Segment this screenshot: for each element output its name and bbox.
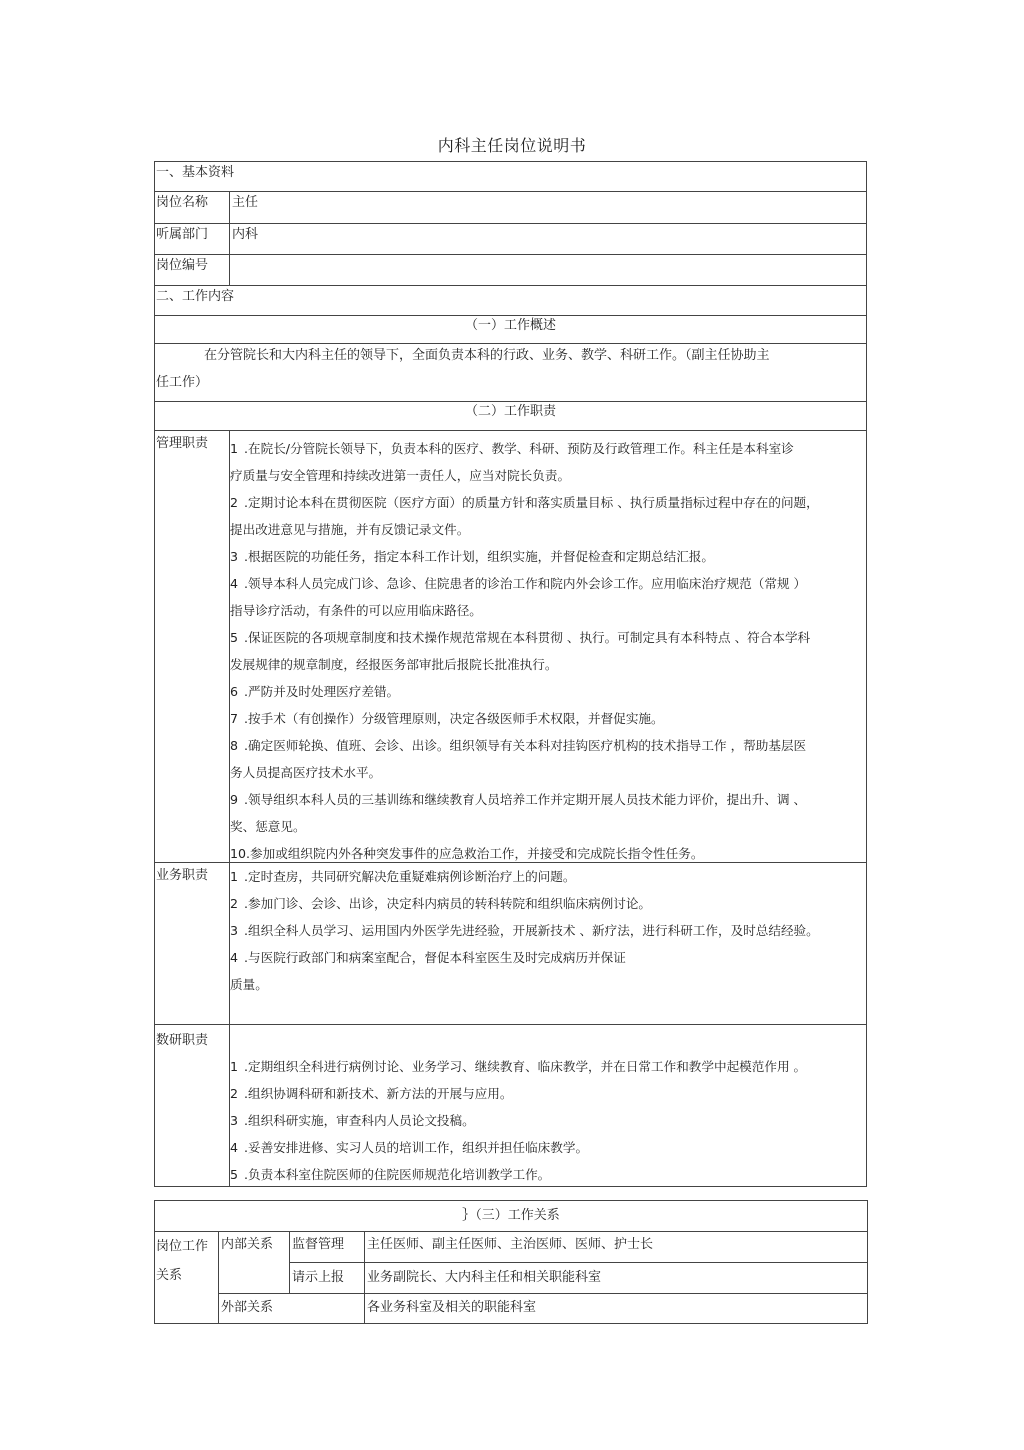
- external-relations-label: 外部关系: [221, 1300, 274, 1315]
- duty-item-number: 8: [230, 738, 239, 753]
- teaching-duties-list: [230, 1053, 866, 1188]
- duty-item-number: 4: [230, 576, 239, 591]
- duty-item-line: [230, 1080, 866, 1107]
- row-divider: [154, 315, 867, 316]
- duty-item-text: .定期讨论本科在贯彻医院（医疗方面）的质量方针和落实质量目标 、执行质量指标过程中存在的问题，: [244, 495, 819, 510]
- duty-item-line: [230, 786, 866, 813]
- duty-item-line: 质量。: [230, 977, 268, 992]
- row-divider: [154, 1231, 868, 1232]
- work-section-heading: 二、工作内容: [156, 289, 235, 304]
- row-divider: [154, 343, 867, 344]
- management-duties-list: [230, 435, 866, 867]
- duty-item-line: 奖、惩意见。: [230, 819, 306, 834]
- relations-row-label-line2: 关系: [156, 1268, 183, 1283]
- duty-item-number: 3: [230, 1113, 239, 1128]
- duty-item-text: .参加或组织院内外各种突发事件的应急救治工作，并接受和完成院长指令性任务。: [246, 846, 704, 861]
- duty-item-line: 务人员提高医疗技术水平。: [230, 765, 382, 780]
- external-relations-value: 各业务科室及相关的职能科室: [367, 1300, 537, 1315]
- duty-item-text: .与医院行政部门和病案室配合，督促本科室医生及时完成病历并保证: [244, 950, 626, 965]
- duty-item-text: .确定医师轮换、值班、会诊、出诊。组织领导有关本科对挂钩医疗机构的技术指导工作 ，帮助基层医: [244, 738, 807, 753]
- department-label: 听属部门: [156, 227, 209, 242]
- row-divider: [218, 1293, 868, 1294]
- position-name-value: 主任: [232, 195, 259, 210]
- duty-item-line: [230, 705, 866, 732]
- overview-heading: （一）工作概述: [464, 318, 556, 333]
- row-divider: [154, 191, 867, 192]
- duty-item-number: 9: [230, 792, 239, 807]
- row-divider: [154, 254, 867, 255]
- duty-item-text: .保证医院的各项规章制度和技术操作规范常规在本科贯彻 、执行。可制定具有本科特点 、符合本学科: [244, 630, 811, 645]
- duty-item-line: [230, 489, 866, 516]
- relations-heading: ｝（三）工作关系: [462, 1208, 560, 1223]
- column-divider: [364, 1231, 365, 1324]
- duty-item-text: .在院长/分管院长领导下，负责本科的医疗、教学、科研、预防及行政管理工作。科主任是本科室诊: [244, 441, 794, 456]
- page-title: 内科主任岗位说明书: [437, 136, 587, 155]
- duty-item-text: .领导组织本科人员的三基训练和继续教育人员培养工作并定期开展人员技术能力评价，提出升、调 、: [244, 792, 807, 807]
- duty-item-number: 1: [230, 1059, 239, 1074]
- duty-item-line: [230, 732, 866, 759]
- column-divider: [289, 1231, 290, 1293]
- report-label: 请示上报: [292, 1270, 345, 1285]
- report-value: 业务副院长、大内科主任和相关职能科室: [367, 1270, 602, 1285]
- position-code-label: 岗位编号: [156, 258, 209, 273]
- duty-item-line: [230, 944, 866, 971]
- duty-item-line: 指导诊疗活动，有条件的可以应用临床路径。: [230, 603, 482, 618]
- duty-item-line: [230, 1161, 866, 1188]
- duty-item-line: [230, 917, 866, 944]
- duties-heading: （二）工作职责: [464, 404, 556, 419]
- duty-item-text: .严防并及时处理医疗差错。: [244, 684, 400, 699]
- duty-item-number: 5: [230, 630, 239, 645]
- duty-item-number: 4: [230, 1140, 239, 1155]
- relations-row-label-line1: 岗位工作: [156, 1239, 209, 1254]
- duty-item-line: [230, 1107, 866, 1134]
- duty-item-line: 疗质量与安全管理和持续改进第一责任人，应当对院长负责。: [230, 468, 571, 483]
- overview-text-line2: 任工作）: [156, 375, 209, 390]
- duty-item-line: 发展规律的规章制度，经报医务部审批后报院长批准执行。: [230, 657, 558, 672]
- internal-relations-label: 内部关系: [221, 1237, 274, 1252]
- duty-item-line: [230, 890, 866, 917]
- management-duties-label: 管理职责: [156, 436, 209, 451]
- duty-item-number: 1: [230, 441, 239, 456]
- duty-item-number: 6: [230, 684, 239, 699]
- duty-item-line: [230, 863, 866, 890]
- duty-item-number: 2: [230, 1086, 239, 1101]
- row-divider: [154, 223, 867, 224]
- duty-item-text: .组织全科人员学习、运用国内外医学先进经验，开展新技术 、新疗法，进行科研工作，及时总结经验。: [244, 923, 819, 938]
- duty-item-number: 2: [230, 495, 239, 510]
- duty-item-number: 10: [230, 846, 247, 861]
- row-divider: [289, 1262, 868, 1263]
- overview-text-line1: 在分管院长和大内科主任的领导下，全面负责本科的行政、业务、教学、科研工作。（副主任协助主: [204, 348, 770, 363]
- position-name-label: 岗位名称: [156, 195, 209, 210]
- duty-item-line: [230, 435, 866, 462]
- duty-item-number: 4: [230, 950, 239, 965]
- duty-item-number: 3: [230, 549, 239, 564]
- duty-item-text: .负责本科室住院医师的住院医师规范化培训教学工作。: [244, 1167, 551, 1182]
- row-divider: [154, 430, 867, 431]
- duty-item-line: [230, 624, 866, 651]
- duty-item-text: .领导本科人员完成门诊、急诊、住院患者的诊治工作和院内外会诊工作。应用临床治疗规范（常规 ）: [244, 576, 807, 591]
- column-divider: [218, 1231, 219, 1324]
- basic-section-heading: 一、基本资料: [156, 165, 235, 180]
- duty-item-text: .定期组织全科进行病例讨论、业务学习、继续教育、临床教学，并在日常工作和教学中起模范作用 。: [244, 1059, 807, 1074]
- department-value: 内科: [232, 227, 259, 242]
- duty-item-line: [230, 543, 866, 570]
- duty-item-number: 1: [230, 869, 239, 884]
- duty-item-number: 7: [230, 711, 239, 726]
- business-duties-label: 业务职责: [156, 868, 209, 883]
- duty-item-line: [230, 570, 866, 597]
- duty-item-line: [230, 1134, 866, 1161]
- duty-item-line: [230, 678, 866, 705]
- duty-item-text: .组织科研实施，审查科内人员论文投稿。: [244, 1113, 475, 1128]
- duty-item-text: .妥善安排进修、实习人员的培训工作，组织并担任临床教学。: [244, 1140, 589, 1155]
- duty-item-line: 提出改进意见与措施，并有反馈记录文件。: [230, 522, 470, 537]
- duty-item-text: .根据医院的功能任务，指定本科工作计划，组织实施，并督促检查和定期总结汇报。: [244, 549, 714, 564]
- row-divider: [154, 285, 867, 286]
- column-divider: [229, 191, 230, 285]
- row-divider: [154, 401, 867, 402]
- supervise-label: 监督管理: [292, 1237, 345, 1252]
- duty-item-line: [230, 1053, 866, 1080]
- business-duties-list: [230, 863, 866, 998]
- row-divider: [154, 1024, 867, 1025]
- duty-item-text: .参加门诊、会诊、出诊，决定科内病员的转科转院和组织临床病例讨论。: [244, 896, 652, 911]
- duty-item-number: 5: [230, 1167, 239, 1182]
- duty-item-number: 2: [230, 896, 239, 911]
- duty-item-number: 3: [230, 923, 239, 938]
- duty-item-text: .定时查房，共同研究解决危重疑难病例诊断治疗上的问题。: [244, 869, 576, 884]
- supervise-value: 主任医师、副主任医师、主治医师、医师、护士长: [367, 1237, 654, 1252]
- duty-item-text: .按手术（有创操作）分级管理原则，决定各级医师手术权限，并督促实施。: [244, 711, 664, 726]
- duty-item-text: .组织协调科研和新技术、新方法的开展与应用。: [244, 1086, 513, 1101]
- teaching-duties-label: 数研职责: [156, 1033, 209, 1048]
